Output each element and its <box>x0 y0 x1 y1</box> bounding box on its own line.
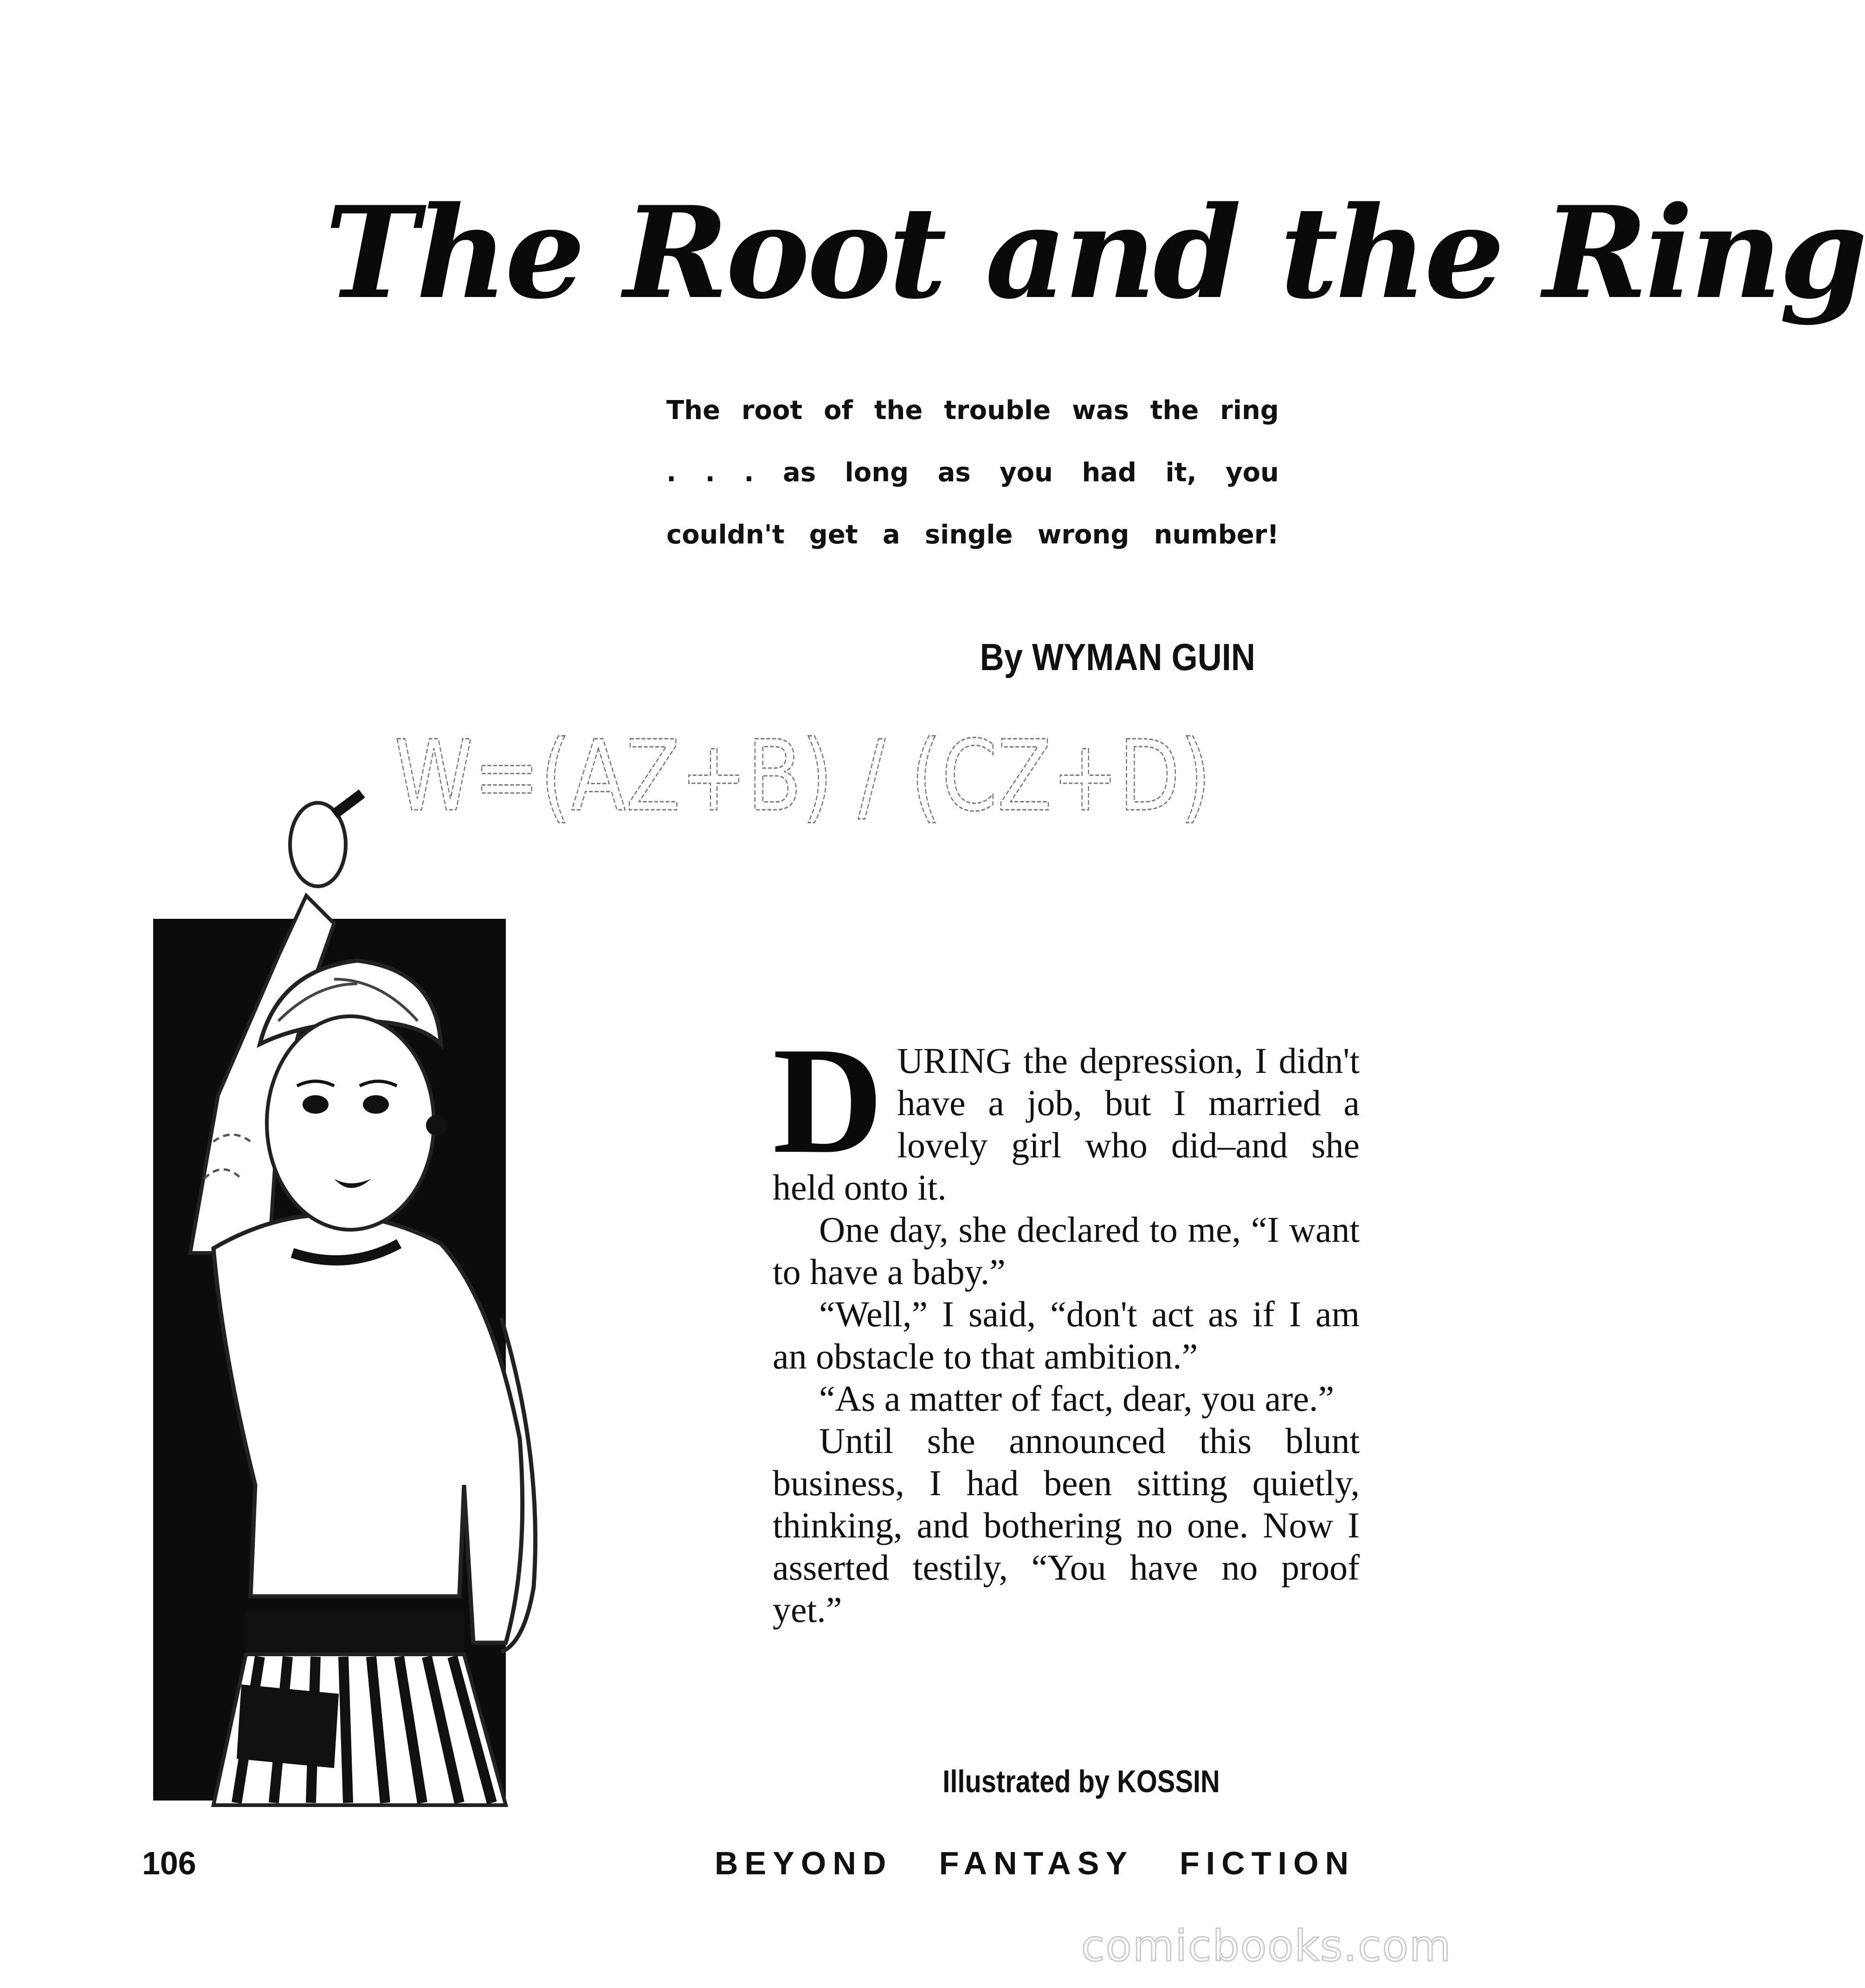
story-body <box>773 1016 1360 1631</box>
equation-text: W=(AZ+B) / (CZ+D) <box>394 719 1211 833</box>
skirt-waistband <box>246 1610 464 1654</box>
woman-at-chalkboard-illustration <box>139 761 742 1819</box>
story-title: The Root and the Ring <box>325 179 1865 327</box>
story-paragraph: “As a matter of fact, dear, you are.” <box>819 1378 1334 1419</box>
magazine-name: BEYOND FANTASY FICTION <box>715 1845 1355 1881</box>
story-paragraph: One day, she declared to me, “I want to have a baby.” <box>773 1209 1360 1292</box>
story-paragraph: DURING the depression, I didn't have a job, but I married a lovely girl who did–and she held onto it. <box>773 1016 1360 1207</box>
blurb-line: The root of the trouble was the ring <box>666 395 1279 426</box>
author-byline: By WYMAN GUIN <box>980 636 1255 678</box>
story-blurb <box>666 390 1279 576</box>
drop-cap: D <box>773 1016 884 1185</box>
watermark: comicbooks.com <box>1081 1921 1452 1971</box>
story-paragraph: Until she announced this blunt business, I had been sitting quietly, thinking, and bothering no one. Now I asserted testily, “You have no proof yet.” <box>773 1420 1360 1630</box>
skirt-pocket <box>237 1685 339 1768</box>
face <box>267 1016 434 1230</box>
blurb-line: . . . as long as you had it, you <box>666 458 1279 488</box>
blurb-line: couldn't get a single wrong number! <box>666 520 1279 550</box>
illustrator-credit: Illustrated by KOSSIN <box>942 1764 1220 1799</box>
page-number: 106 <box>142 1845 196 1881</box>
story-paragraph: “Well,” I said, “don't act as if I am an obstacle to that ambition.” <box>773 1294 1360 1376</box>
